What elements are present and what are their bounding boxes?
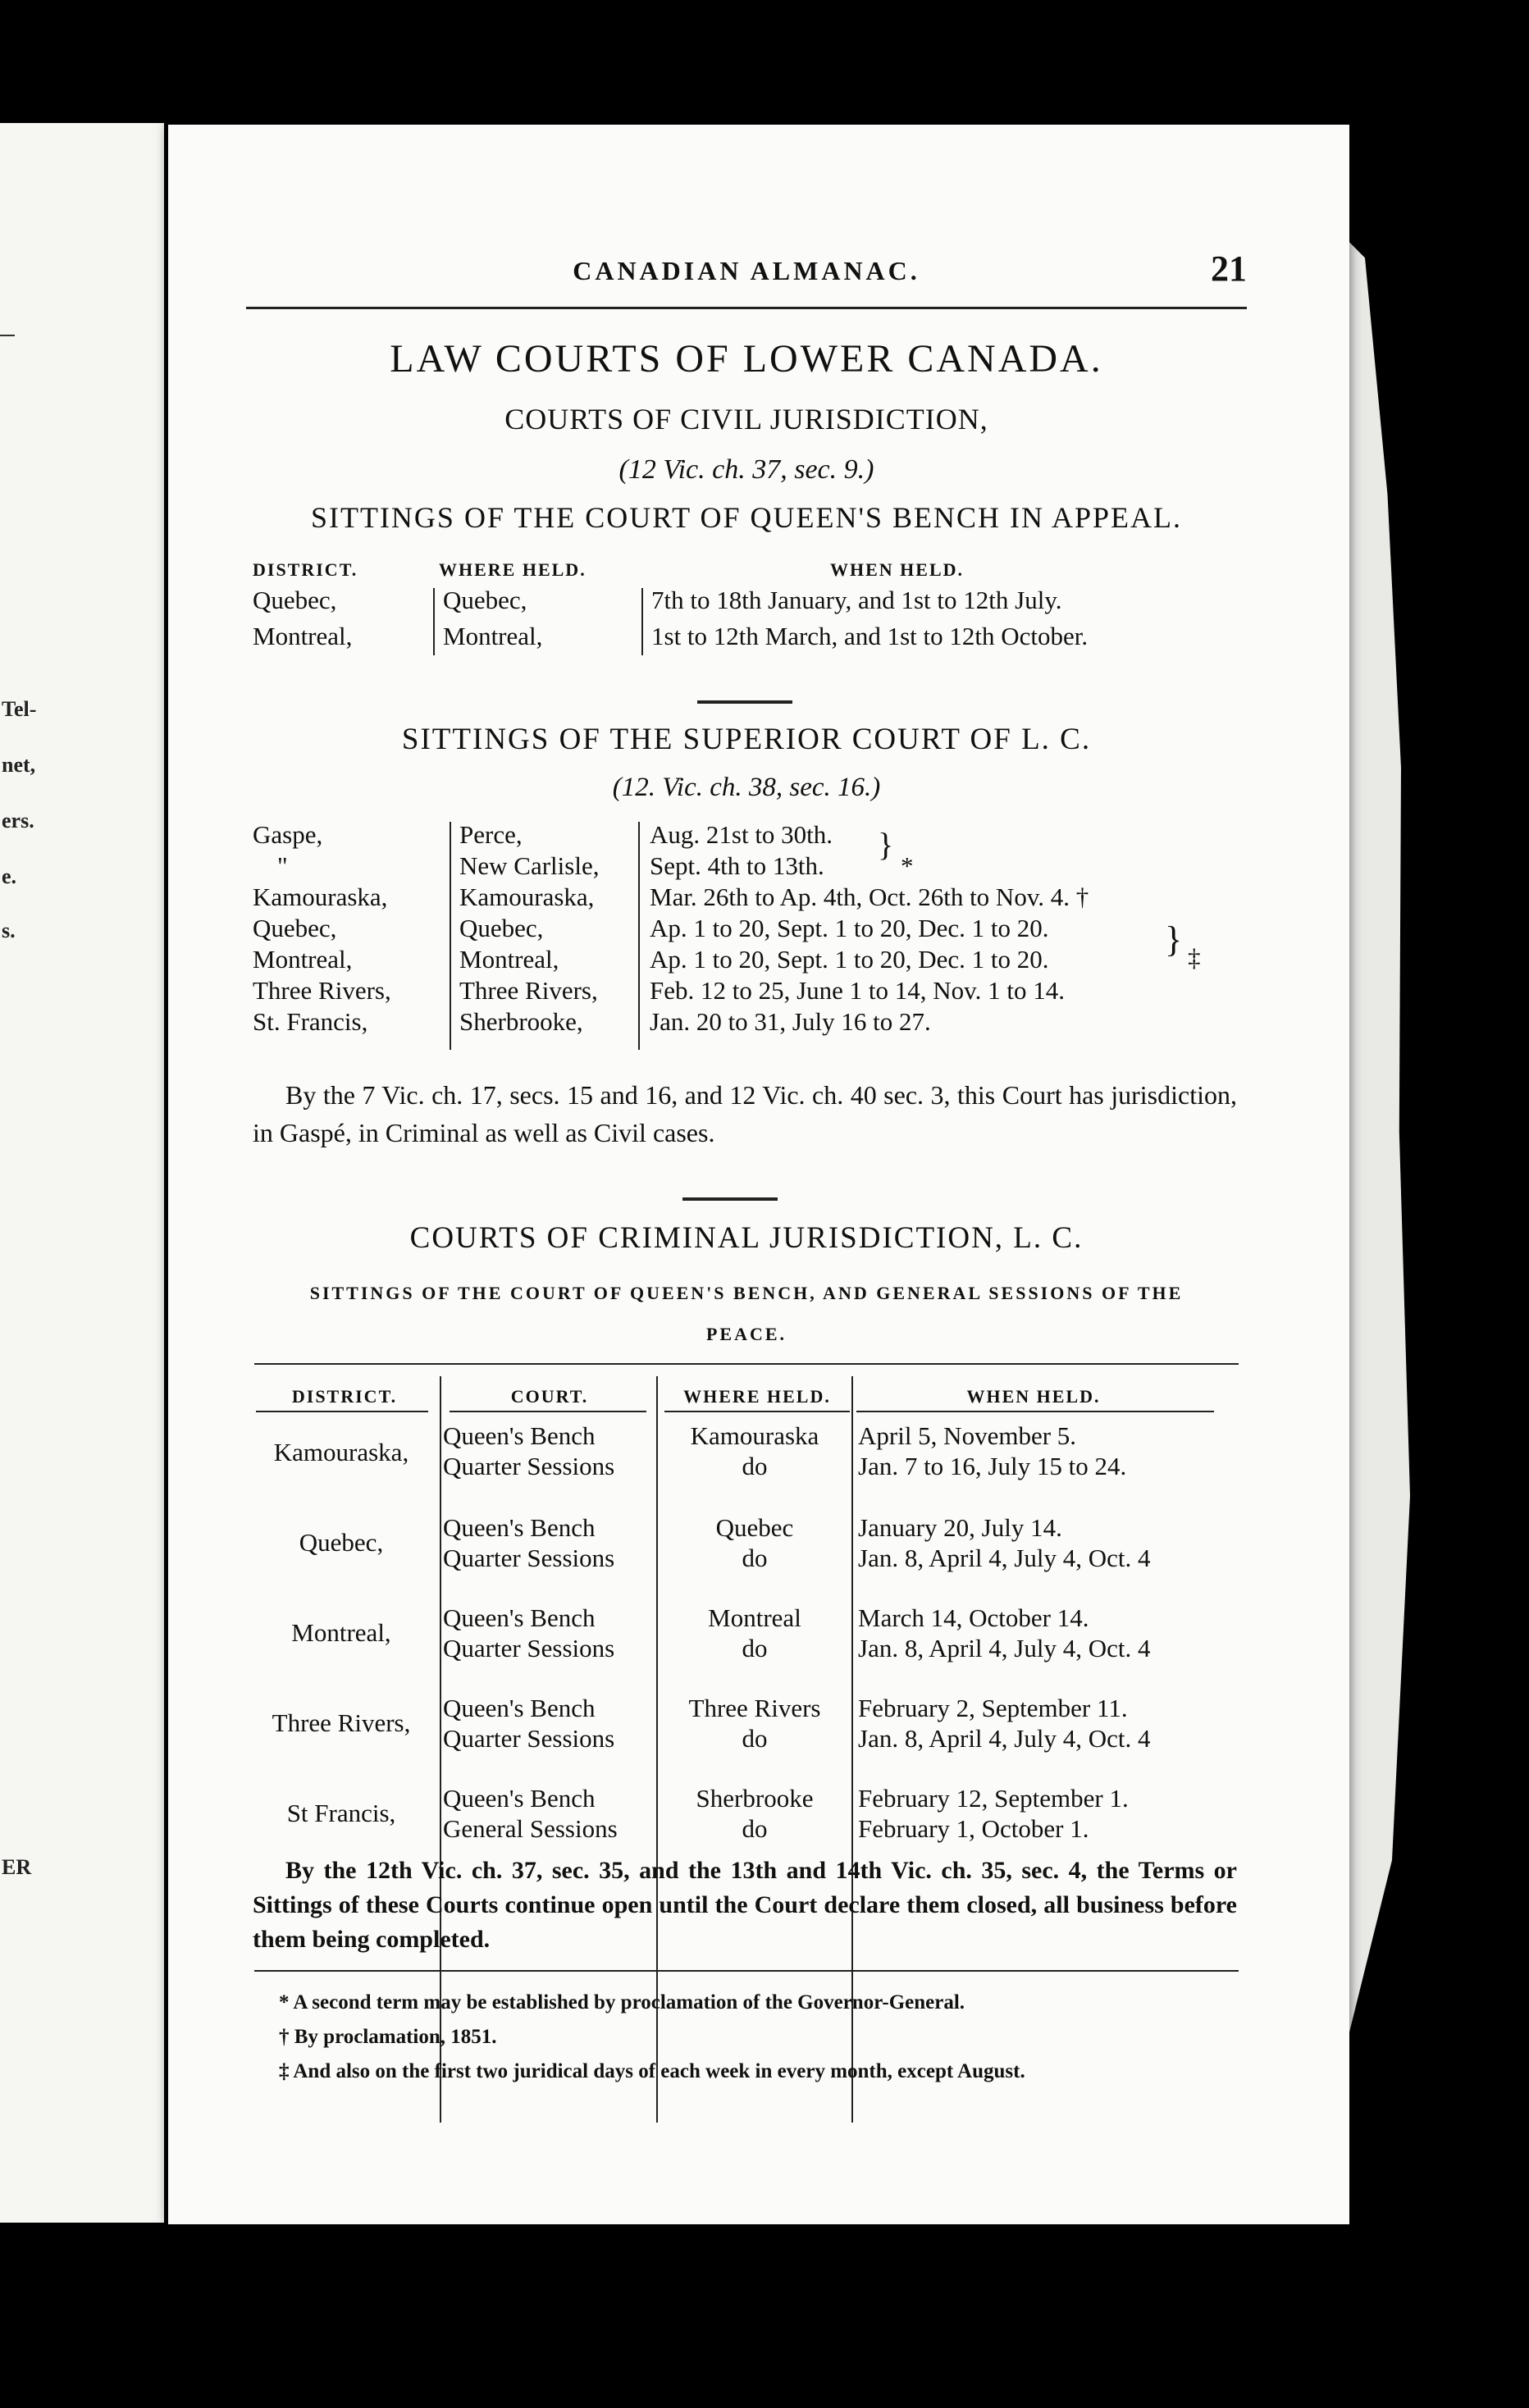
superior-heading: SITTINGS OF THE SUPERIOR COURT OF L. C. [401,723,1092,756]
criminal-when: Jan. 7 to 16, July 15 to 24. [858,1452,1127,1480]
col-district: DISTRICT. [253,559,358,580]
criminal-court: Quarter Sessions [443,1452,615,1480]
criminal-when: February 1, October 1. [858,1814,1089,1843]
superior-when: Ap. 1 to 20, Sept. 1 to 20, Dec. 1 to 20. [650,945,1049,974]
superior-where: Montreal, [459,945,559,974]
criminal-where: do [742,1452,768,1480]
footnote: * A second term may be established by proclamation of the Governor-General. [279,1991,965,2014]
facing-page-fragment: Tel- [2,697,37,721]
superior-when: Ap. 1 to 20, Sept. 1 to 20, Dec. 1 to 20. [650,914,1049,942]
brace-mark: } [1165,919,1183,960]
col-court: COURT. [510,1386,589,1407]
criminal-when: February 2, September 11. [858,1694,1128,1722]
appeal-where: Quebec, [443,586,527,614]
col-where: WHERE HELD. [683,1386,831,1407]
header-rule [246,307,1247,309]
col-when: WHEN HELD. [830,559,965,580]
criminal-where: do [742,1544,768,1572]
table-top-rule [254,1363,1239,1365]
column-rule [450,822,451,1050]
facing-page-fragment: ER [2,1855,32,1879]
criminal-district: Kamouraska, [273,1438,409,1466]
civil-citation: (12 Vic. ch. 37, sec. 9.) [618,454,874,485]
criminal-where: do [742,1634,768,1662]
appeal-when: 7th to 18th January, and 1st to 12th July. [651,586,1062,614]
criminal-court: Queen's Bench [443,1784,596,1813]
col-district: DISTRICT. [291,1386,398,1407]
column-rule [433,588,435,655]
section-divider [697,700,792,704]
superior-district: St. Francis, [253,1007,368,1036]
superior-where: Quebec, [459,914,544,942]
criminal-court: Quarter Sessions [443,1724,615,1753]
facing-page-fragment: net, [2,753,36,777]
column-rule [638,822,640,1050]
civil-heading: COURTS OF CIVIL JURISDICTION, [504,403,988,436]
col-when: WHEN HELD. [966,1386,1101,1407]
appeal-district: Quebec, [253,586,337,614]
brace-mark: } [878,826,894,863]
criminal-when: Jan. 8, April 4, July 4, Oct. 4 [858,1724,1151,1753]
superior-citation: (12. Vic. ch. 38, sec. 16.) [612,773,881,802]
superior-district: Three Rivers, [253,976,391,1005]
criminal-district: Quebec, [299,1528,384,1557]
criminal-where: Quebec [715,1513,794,1542]
superior-when: Sept. 4th to 13th. [650,851,824,880]
column-rule [856,1411,1214,1412]
facing-page-fragment: s. [2,919,16,942]
section-divider [682,1197,778,1201]
superior-where: Kamouraska, [459,882,595,911]
superior-where: Sherbrooke, [459,1007,583,1036]
footnote-rule [254,1970,1239,1972]
criminal-heading: COURTS OF CRIMINAL JURISDICTION, L. C. [409,1221,1084,1255]
page-title: LAW COURTS OF LOWER CANADA. [390,337,1103,381]
criminal-when: April 5, November 5. [858,1421,1077,1450]
superior-district: Gaspe, [253,820,323,849]
criminal-when: February 12, September 1. [858,1784,1129,1813]
criminal-district: Montreal, [291,1618,391,1647]
footnote: † By proclamation, 1851. [279,2026,497,2048]
criminal-where: Kamouraska [690,1421,819,1450]
criminal-where: Three Rivers [688,1694,821,1722]
criminal-where: do [742,1814,768,1843]
superior-when: Mar. 26th to Ap. 4th, Oct. 26th to Nov. 4. † [650,882,1089,911]
criminal-court: Quarter Sessions [443,1634,615,1662]
superior-when: Jan. 20 to 31, July 16 to 27. [650,1007,931,1036]
criminal-when: March 14, October 14. [858,1603,1089,1632]
column-rule [664,1411,850,1412]
superior-where: Three Rivers, [459,976,598,1005]
superior-where: New Carlisle, [459,851,600,880]
superior-district: Quebec, [253,914,337,942]
facing-page-rule [0,335,15,336]
criminal-where: Sherbrooke [696,1784,814,1813]
footnote-ref: * [901,851,914,880]
column-rule [641,588,643,655]
criminal-court: Queen's Bench [443,1421,596,1450]
running-head: CANADIAN ALMANAC. [573,256,920,285]
criminal-subheading: PEACE. [705,1324,787,1344]
footnote: ‡ And also on the first two juridical days of each week in every month, except August. [279,2060,1025,2082]
criminal-court: Queen's Bench [443,1513,596,1542]
superior-note: By the 7 Vic. ch. 17, secs. 15 and 16, and 12 Vic. ch. 40 sec. 3, this Court has jurisdiction, in Gaspé, in Criminal as well as Civil cases. [253,1080,1237,1147]
criminal-when: Jan. 8, April 4, July 4, Oct. 4 [858,1544,1151,1572]
superior-district: Kamouraska, [253,882,388,911]
appeal-when: 1st to 12th March, and 1st to 12th October. [651,622,1089,650]
criminal-court: General Sessions [443,1814,618,1843]
criminal-district: Three Rivers, [272,1708,411,1737]
column-rule [450,1411,646,1412]
criminal-when: January 20, July 14. [858,1513,1062,1542]
criminal-court: Quarter Sessions [443,1544,615,1572]
criminal-note: By the 12th Vic. ch. 37, sec. 35, and the 13th and 14th Vic. ch. 35, sec. 4, the Terms or Sittings of these Courts continue open until the Court declare them closed, all business before them being completed. [253,1857,1237,1953]
criminal-subheading: SITTINGS OF THE COURT OF QUEEN'S BENCH, AND GENERAL SESSIONS OF THE [309,1283,1184,1303]
col-where: WHERE HELD. [439,559,586,580]
almanac-page [168,125,1349,2224]
criminal-court: Queen's Bench [443,1603,596,1632]
criminal-district: St Francis, [286,1799,396,1827]
superior-when: Aug. 21st to 30th. [650,820,833,849]
facing-page-fragment: ers. [2,809,34,832]
criminal-when: Jan. 8, April 4, July 4, Oct. 4 [858,1634,1151,1662]
superior-district: " [277,851,288,880]
superior-district: Montreal, [253,945,353,974]
facing-page-fragment: e. [2,864,17,888]
criminal-court: Queen's Bench [443,1694,596,1722]
page-content [246,249,1247,2126]
appeal-heading: SITTINGS OF THE COURT OF QUEEN'S BENCH IN APPEAL. [310,501,1183,534]
superior-where: Perce, [459,820,523,849]
page-number: 21 [1211,249,1247,289]
appeal-where: Montreal, [443,622,543,650]
facing-page [0,123,164,2223]
column-rule [256,1411,428,1412]
criminal-where: do [742,1724,768,1753]
footnote-ref: ‡ [1188,943,1201,972]
criminal-where: Montreal [708,1603,801,1632]
appeal-district: Montreal, [253,622,353,650]
superior-when: Feb. 12 to 25, June 1 to 14, Nov. 1 to 14. [650,976,1066,1005]
